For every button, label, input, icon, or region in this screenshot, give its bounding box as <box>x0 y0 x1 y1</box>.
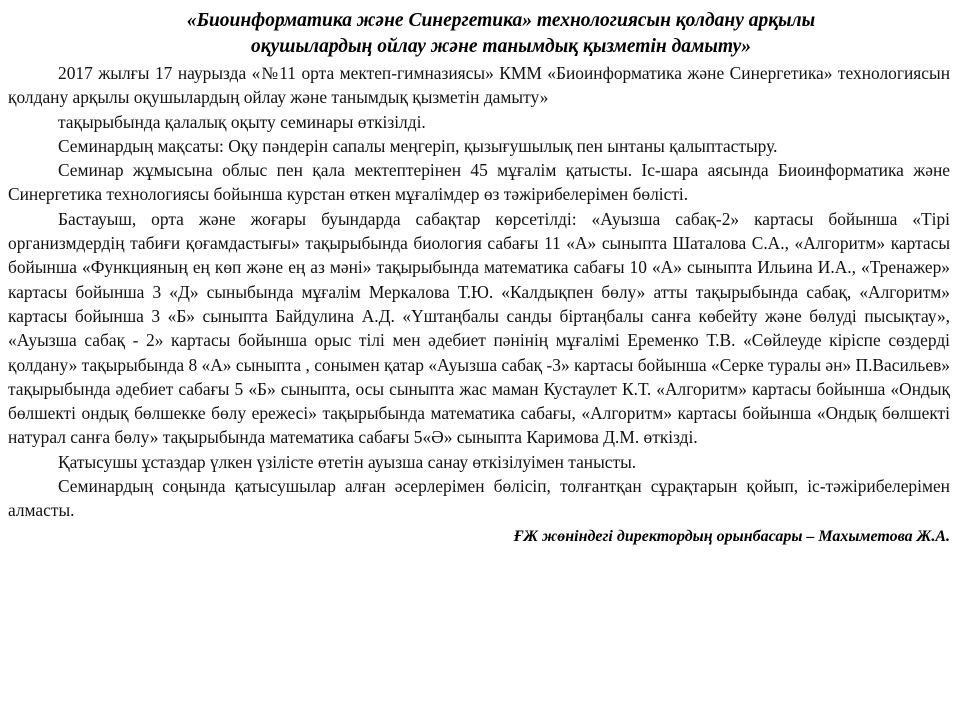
paragraph-seminar-topic: тақырыбында қалалық оқыту семинары өткізілді. <box>58 111 426 132</box>
paragraph-participants: Семинар жұмысына облыс пен қала мектептерінен 45 мұғалім қатысты. Іс-шара аясында Биоинформатика және Синергетика технологиясы бойынша курстан өткен мұғалімдер өз тәжірибелерімен бөлісті. <box>8 160 950 205</box>
paragraph-seminar-goal: Семинардың мақсаты: Оқу пәндерін сапалы меңгеріп, қызығушылық пен ынтаны қалыптастыру. <box>58 135 778 156</box>
paragraph-conclusion: Семинардың соңында қатысушылар алған әсерлерімен бөлісіп, толғантқан сұрақтарын қойып, іс-тәжірибелерімен алмасты. <box>8 476 950 521</box>
document-title <box>8 8 950 60</box>
paragraph-oral-counting: Қатысушы ұстаздар үлкен үзілісте өтетін ауызша санау өткізілуімен танысты. <box>58 451 637 472</box>
title-line-1: «Биоинформатика және Синергетика» технологиясын қолдану арқылы <box>186 10 816 31</box>
title-line-2: оқушылардың ойлау және танымдық қызметін дамыту» <box>251 36 751 57</box>
paragraph-seminar-intro: 2017 жылғы 17 наурызда «№11 орта мектеп-гимназиясы» КММ «Биоинформатика және Синергетика» технологиясын қолдану арқылы оқушылардың ойлау және танымдық қызметін дамыту» <box>8 63 950 108</box>
signature-line: ҒЖ жөніндегі директордың орынбасары – Махыметова Ж.А. <box>513 527 950 545</box>
document-page <box>8 8 950 549</box>
paragraph-lessons: Бастауыш, орта және жоғары буындарда сабақтар көрсетілді: «Ауызша сабақ-2» картасы бойынша «Тірі организмдердің табиғи қоғамдастығы» тақырыбында биология сабағы 11 «А» сыныпта Шаталова С.А., «Алгоритм» картасы бойынша «Функцияның ең көп және ең аз мәні» тақырыбында математика сабағы 10 «А» сыныпта Ильина И.А., «Тренажер» картасы бойынша 3 «Д» сыныбында мұғалім Меркалова Т.Ю. «Калдықпен бөлу» атты тақырыбында сабақ, «Алгоритм» картасы бойынша 3 «Б» сыныпта Байдулина А.Д. «Үштаңбалы санды біртаңбалы санға көбейту және бөлуді пысықтау», «Ауызша сабақ - 2» картасы бойынша орыс тілі мен әдебиет пәнінің мұғалімі Еременко Т.В. «Сөйлеуде кіріспе сөздерді қолдану» тақырыбында 8 «А» сыныпта , сонымен қатар «Ауызша сабақ -3» картасы бойынша «Серке туралы ән» П.Васильев» тақырыбында әдебиет сабағы 5 «Б» сыныпта, осы сыныпта жас маман Кустаулет К.Т. «Алгоритм» картасы бойынша «Ондық бөлшекті ондық бөлшекке бөлу ережесі» тақырыбында математика сабағы, «Алгоритм» картасы бойынша «Ондық бөлшекті натурал санға бөлу» тақырыбында математика сабағы 5«Ә» сыныпта Каримова Д.М. өткізді. <box>8 208 950 448</box>
